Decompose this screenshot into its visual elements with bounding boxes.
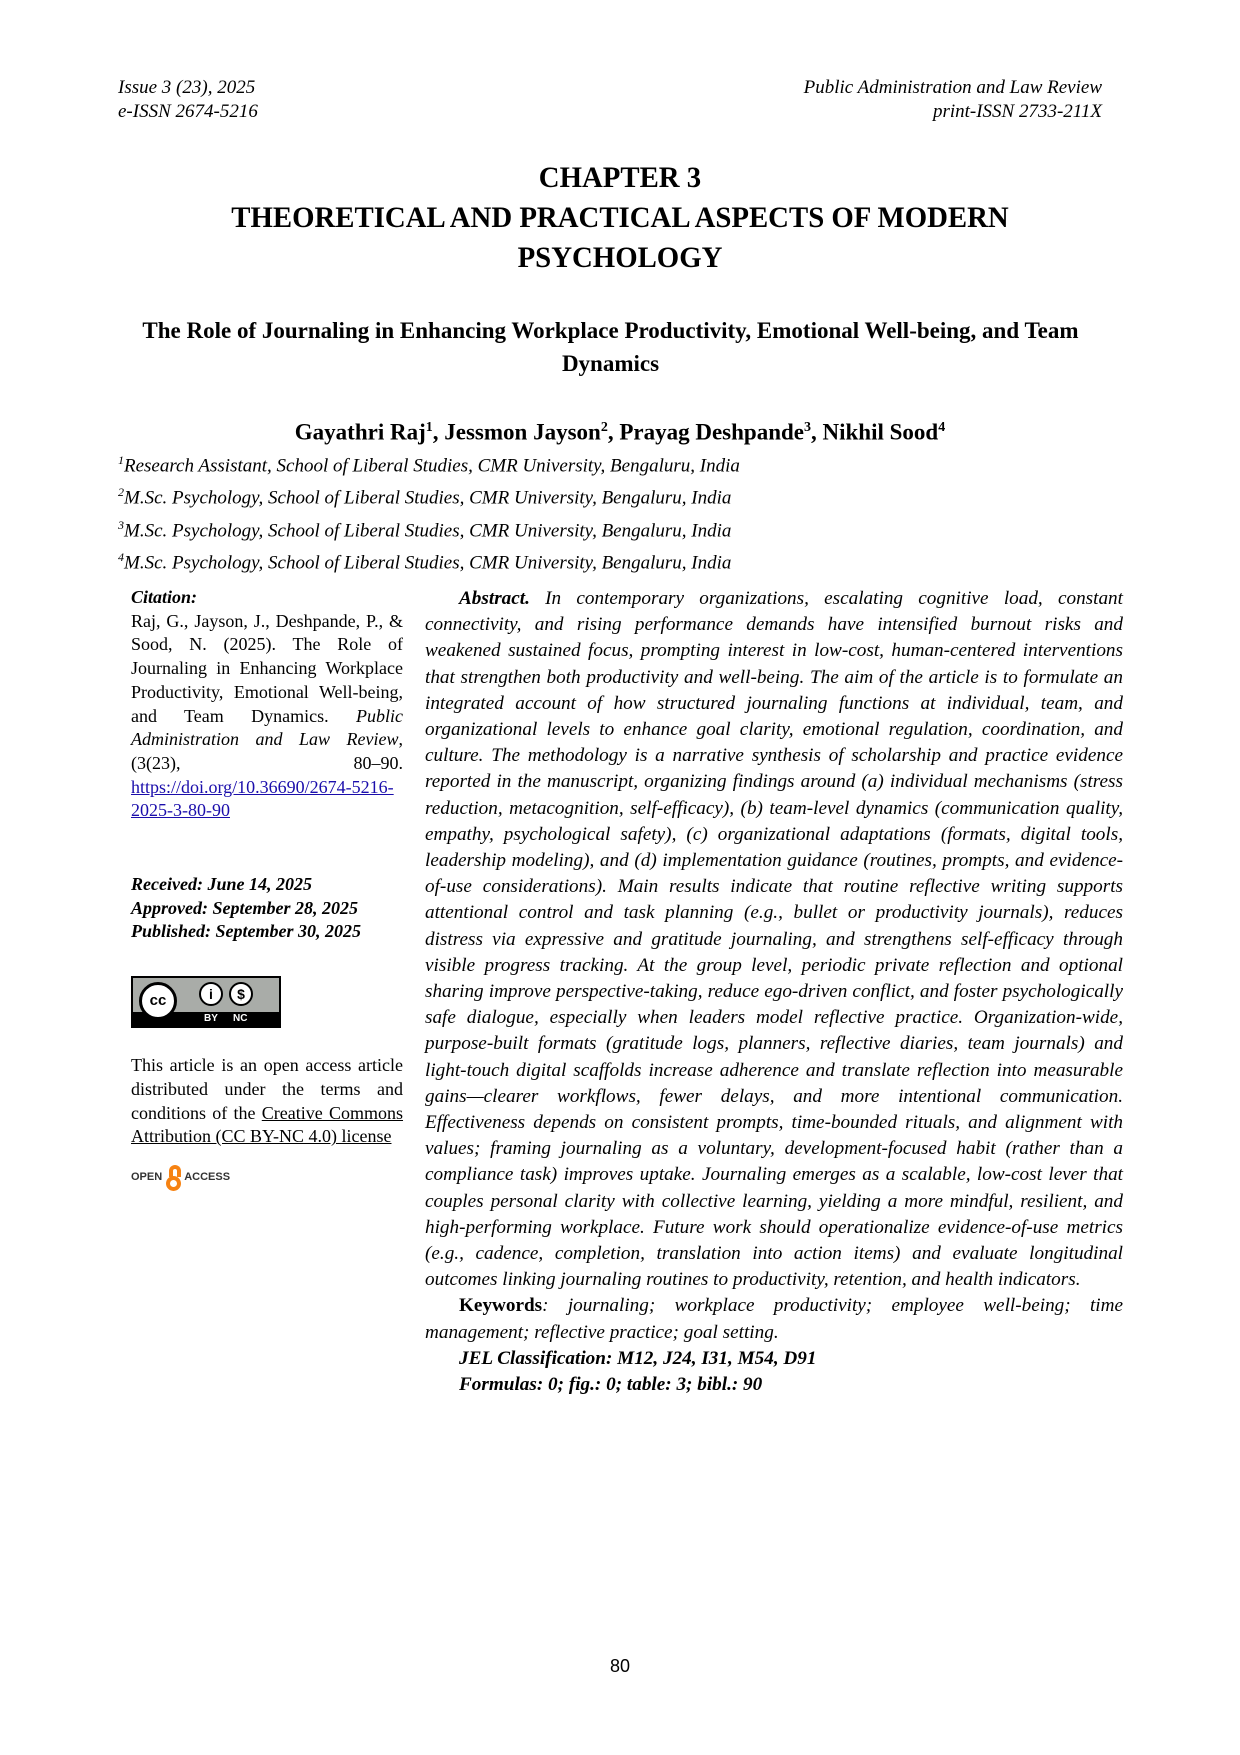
attribution-person-icon: i	[199, 982, 223, 1006]
approved-date: Approved: September 28, 2025	[131, 897, 358, 918]
cc-logo-icon: cc	[139, 982, 177, 1020]
access-label: ACCESS	[184, 1171, 231, 1184]
journal-name: Public Administration and Law Review	[803, 77, 1102, 98]
jel-classification: JEL Classification: M12, J24, I31, M54, D91	[459, 1347, 817, 1369]
affiliation-sup: 2	[118, 485, 124, 500]
chapter-number: CHAPTER 3	[538, 161, 702, 194]
affiliation-text: M.Sc. Psychology, School of Liberal Studies, CMR University, Bengaluru, India	[124, 487, 732, 509]
chapter-title-line: THEORETICAL AND PRACTICAL ASPECTS OF MODERN	[231, 201, 1009, 234]
abstract-text: In contemporary organizations, escalating cognitive load, constant connectivity, and rising performance demands have intensified burnout risks and weakened sustained focus, prompting interest in low-cost, human-centered interventions that strengthen both productivity and well-being. The aim of the article is to formulate an integrated account of how structured journaling functions at individual, team, and organizational levels to enhance goal clarity, emotional regulation, coordination, and culture. The methodology is a narrative synthesis of scholarship and practice evidence reported in the manuscript, organizing findings around (a) individual mechanisms (stress reduction, metacognition, self-efficacy), (b) team-level dynamics (communication quality, empathy, psychological safety), (c) organizational adaptations (formats, digital tools, leadership modeling), and (d) implementation guidance (routines, prompts, and evidence-of-use considerations). Main results indicate that routine reflective writing supports attentional control and task planning (e.g., bullet or productivity journals), reduces distress via expressive and gratitude journaling, and strengthens self-efficacy through visible progress tracking. At the group level, periodic private reflection and optional sharing improve perspective-taking, reduce ego-driven conflict, and foster psychologically safe dialogue, especially when leaders model reflective practice. Organization-wide, purpose-built formats (gratitude logs, planners, reflective diaries, team journals) and light-touch digital scaffolds increase adherence and translate reflection into measurable gains—clearer workflows, fewer delays, and more intentional communication. Effectiveness depends on consistent prompts, time-bounded rituals, and alignment with values; framing journaling as a voluntary, development-focused habit (rather than a compliance task) improves uptake. Journaling emerges as a scalable, low-cost lever that couples personal clarity with collective learning, yielding a more mindful, resilient, and high-performing workplace. Future work should operationalize evidence-of-use metrics (e.g., cadence, completion, translation into action items) and evaluate longitudinal outcomes linking journaling routines to productivity, retention, and health indicators.	[425, 588, 1123, 1291]
author-name: Jessmon Jayson	[444, 419, 601, 445]
citation-journal: Public Administration and Law Review	[131, 705, 403, 750]
keywords-text: : journaling; workplace productivity; employee well-being; time management; reflective practice; goal setting.	[425, 1295, 1123, 1343]
issue-label: Issue 3 (23), 2025	[118, 77, 256, 98]
received-date: Received: June 14, 2025	[131, 874, 312, 895]
author-name: Nikhil Sood	[822, 419, 939, 445]
noncommercial-dollar-icon: $	[229, 982, 253, 1006]
affiliation	[118, 479, 740, 511]
affiliation	[118, 447, 740, 479]
author-sup: 3	[803, 420, 811, 435]
article-title: The Role of Journaling in Enhancing Workplace Productivity, Emotional Well-being, and Team Dynamics	[142, 318, 1079, 376]
running-header-left	[118, 76, 258, 124]
sidebar	[131, 586, 403, 1191]
affiliation-list	[118, 447, 740, 576]
abstract-section	[425, 586, 1123, 1398]
author-name: Prayag Deshpande	[619, 419, 804, 445]
author-sup: 1	[425, 420, 433, 435]
open-lock-icon	[163, 1165, 183, 1191]
counts-line: Formulas: 0; fig.: 0; table: 3; bibl.: 90	[459, 1374, 763, 1396]
affiliation-text: Research Assistant, School of Liberal Studies, CMR University, Bengaluru, India	[124, 455, 740, 477]
published-date: Published: September 30, 2025	[131, 921, 361, 942]
affiliation-sup: 4	[118, 549, 124, 564]
license-body: This article is an open access article distributed under the terms and conditions of the	[131, 1055, 403, 1123]
doi-link[interactable]: https://doi.org/10.36690/2674-5216-2025-3-80-90	[131, 776, 394, 821]
citation-tail: , (3(23), 80–90.	[131, 729, 403, 773]
nc-label: NC	[233, 1013, 248, 1025]
cc-by-nc-badge-icon[interactable]	[131, 976, 281, 1028]
print-issn-label: print-ISSN 2733-211X	[932, 101, 1102, 122]
affiliation	[118, 512, 740, 544]
eissn-label: e-ISSN 2674-5216	[118, 101, 258, 122]
affiliation-text: M.Sc. Psychology, School of Liberal Studies, CMR University, Bengaluru, India	[124, 519, 732, 541]
author-sup: 4	[938, 420, 946, 435]
author-sup: 2	[600, 420, 608, 435]
open-access-logo	[131, 1165, 403, 1191]
author-name: Gayathri Raj	[294, 419, 426, 445]
chapter-heading	[0, 158, 1240, 278]
keywords-label: Keywords	[459, 1295, 543, 1317]
abstract-paragraph	[425, 586, 1123, 1293]
affiliation-text: M.Sc. Psychology, School of Liberal Studies, CMR University, Bengaluru, India	[124, 552, 732, 574]
keywords-paragraph	[425, 1293, 1123, 1345]
chapter-title-line: PSYCHOLOGY	[517, 241, 723, 274]
license-link[interactable]: Creative Commons Attribution (CC BY-NC 4.0) license	[131, 1102, 404, 1147]
affiliation	[118, 544, 740, 576]
dates-block	[131, 873, 403, 944]
citation-text	[131, 610, 403, 823]
affiliation-sup: 1	[118, 453, 124, 467]
abstract-label: Abstract.	[459, 588, 530, 609]
author-list: Gayathri Raj$^1$, Jessmon Jayson$^2$, Prayag Deshpande$^3$, Nikhil Sood$^4$	[294, 419, 946, 445]
by-label: BY	[204, 1013, 218, 1025]
open-label: OPEN	[131, 1171, 163, 1184]
running-header-right	[804, 76, 1102, 124]
license-text	[131, 1054, 403, 1149]
citation-label: Citation:	[131, 587, 198, 607]
page-number: 80	[609, 1656, 631, 1676]
citation-body: Raj, G., Jayson, J., Deshpande, P., & Sood, N. (2025). The Role of Journaling in Enhancing Workplace Productivity, Emotional Well-being, and Team Dynamics.	[131, 610, 403, 726]
affiliation-sup: 3	[118, 517, 124, 532]
